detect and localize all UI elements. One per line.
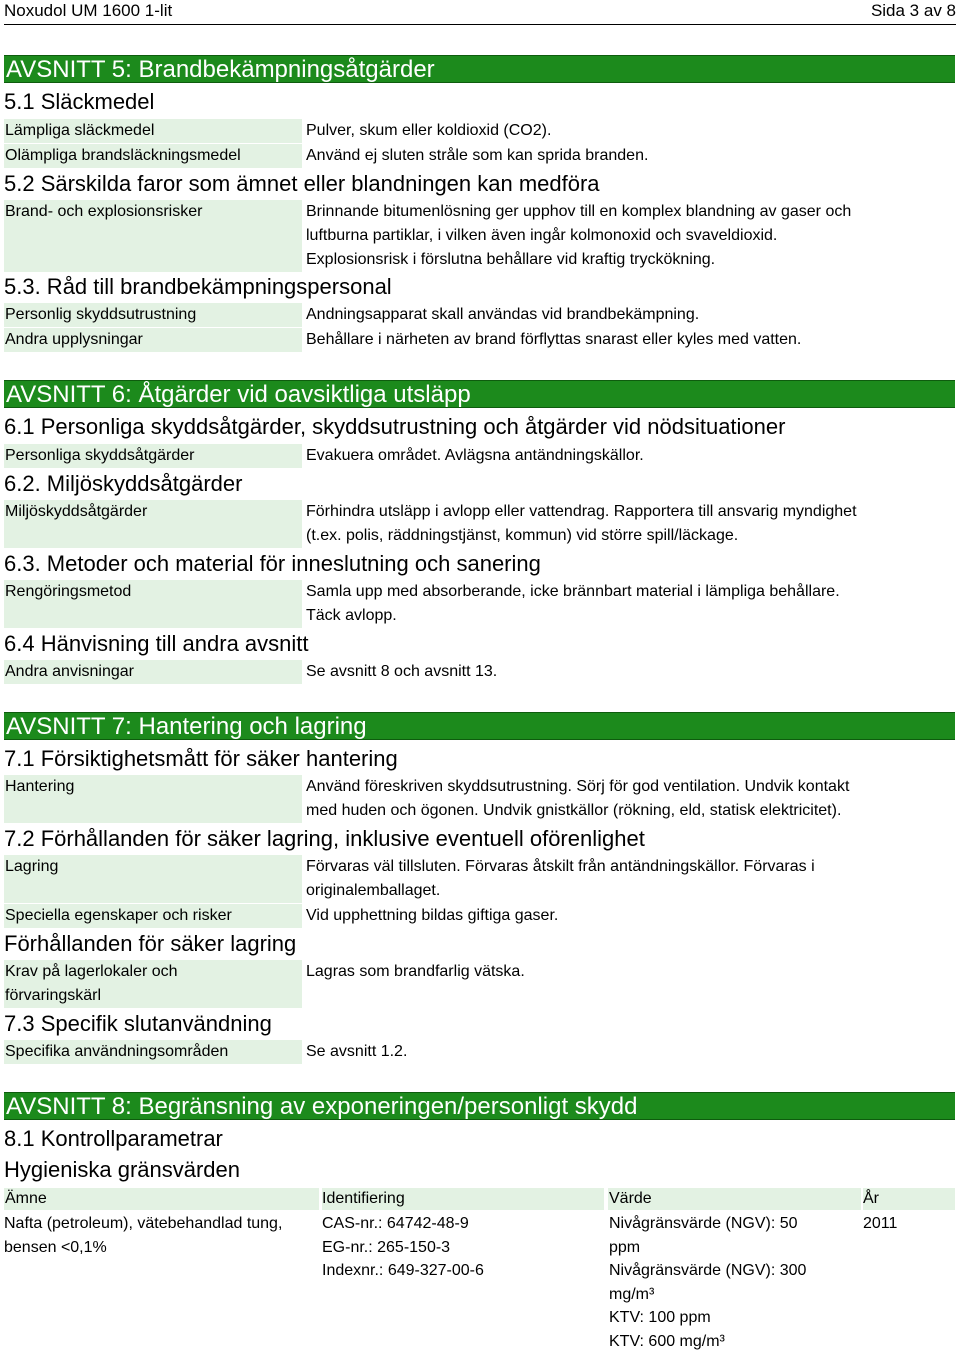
table-header-varde: Värde [608, 1188, 861, 1210]
label-miljoskyddsatgarder: Miljöskyddsåtgärder [4, 500, 302, 548]
value-rengoringsmetod: Samla upp med absorberande, icke brännbart material i lämpliga behållare. Täck avlopp. [306, 583, 840, 624]
heading-7-3: 7.3 Specifik slutanvändning [4, 1011, 272, 1036]
table-header-ar: År [863, 1188, 955, 1210]
table-cell-varde: Nivågränsvärde (NGV): 50 ppm Nivågränsvärde (NGV): 300 mg/m³ KTV: 100 ppm KTV: 600 mg/m³ [609, 1215, 807, 1350]
value-olampliga-slackmedel: Använd ej sluten stråle som kan sprida branden. [306, 147, 649, 164]
heading-5-1: 5.1 Släckmedel [4, 89, 155, 114]
label-andra-upplysningar: Andra upplysningar [4, 328, 302, 352]
table-cell-amne: Nafta (petroleum), vätebehandlad tung, bensen <0,1% [4, 1215, 283, 1256]
value-personliga-skyddsatgarder: Evakuera området. Avlägsna antändningskällor. [306, 447, 644, 464]
section-8-title: AVSNITT 8: Begränsning av exponeringen/personligt skydd [4, 1092, 955, 1120]
document-title: Noxudol UM 1600 1-lit [4, 1, 173, 20]
heading-6-1: 6.1 Personliga skyddsåtgärder, skyddsutrustning och åtgärder vid nödsituationer [4, 414, 786, 439]
table-header-identifiering: Identifiering [322, 1188, 604, 1210]
heading-6-2: 6.2. Miljöskyddsåtgärder [4, 471, 243, 496]
value-hantering: Använd föreskriven skyddsutrustning. Sörj för god ventilation. Undvik kontakt med huden och ögonen. Undvik gnistkällor (rökning, eld, statisk elektricitet). [306, 778, 850, 819]
label-olampliga-slackmedel: Olämpliga brandsläckningsmedel [4, 144, 302, 168]
section-5-title: AVSNITT 5: Brandbekämpningsåtgärder [4, 55, 955, 83]
table-cell-ar: 2011 [863, 1215, 898, 1232]
section-6-title: AVSNITT 6: Åtgärder vid oavsiktliga utsläpp [4, 380, 955, 408]
label-hantering: Hantering [4, 775, 302, 823]
value-speciella-egenskaper: Vid upphettning bildas giftiga gaser. [306, 907, 559, 924]
heading-5-2: 5.2 Särskilda faror som ämnet eller blandningen kan medföra [4, 171, 600, 196]
label-personlig-skyddsutrustning: Personlig skyddsutrustning [4, 303, 302, 327]
value-andra-anvisningar: Se avsnitt 8 och avsnitt 13. [306, 663, 498, 680]
label-lampliga-slackmedel: Lämpliga släckmedel [4, 119, 302, 143]
value-brand-explosionsrisker: Brinnande bitumenlösning ger upphov till en komplex blandning av gaser och luftburna partiklar, i vilken även ingår kolmonoxid och svaveldioxid. Explosionsrisk i förslutna behållare vid kraftig tryckökning. [306, 203, 852, 268]
heading-7-2: 7.2 Förhållanden för säker lagring, inklusive eventuell oförenlighet [4, 826, 645, 851]
table-header-amne: Ämne [4, 1188, 319, 1210]
heading-hygieniska-gransvarden: Hygieniska gränsvärden [4, 1157, 241, 1182]
value-lampliga-slackmedel: Pulver, skum eller koldioxid (CO2). [306, 122, 552, 139]
value-krav-lagerlokaler: Lagras som brandfarlig vätska. [306, 963, 525, 980]
table-cell-identifiering: CAS-nr.: 64742-48-9 EG-nr.: 265-150-3 Indexnr.: 649-327-00-6 [322, 1215, 484, 1279]
value-lagring: Förvaras väl tillsluten. Förvaras åtskilt från antändningskällor. Förvaras i originalemballaget. [306, 858, 815, 899]
label-andra-anvisningar: Andra anvisningar [4, 660, 302, 684]
label-brand-explosionsrisker: Brand- och explosionsrisker [4, 200, 302, 272]
heading-sakerlagring: Förhållanden för säker lagring [4, 931, 297, 956]
section-7-title: AVSNITT 7: Hantering och lagring [4, 712, 955, 740]
label-personliga-skyddsatgarder: Personliga skyddsåtgärder [4, 444, 302, 468]
value-miljoskyddsatgarder: Förhindra utsläpp i avlopp eller vattendrag. Rapportera till ansvarig myndighet (t.ex. polis, räddningstjänst, kommun) vid större spill/läckage. [306, 503, 857, 544]
label-lagring: Lagring [4, 855, 302, 903]
label-krav-lagerlokaler: Krav på lagerlokaler och förvaringskärl [4, 960, 302, 1008]
value-andra-upplysningar: Behållare i närheten av brand förflyttas snarast eller kyles med vatten. [306, 331, 802, 348]
label-speciella-egenskaper: Speciella egenskaper och risker [4, 904, 302, 928]
heading-8-1: 8.1 Kontrollparametrar [4, 1126, 223, 1151]
label-rengoringsmetod: Rengöringsmetod [4, 580, 302, 628]
label-specifika-anvandningsomraden: Specifika användningsområden [4, 1040, 302, 1064]
heading-7-1: 7.1 Försiktighetsmått för säker hantering [4, 746, 398, 771]
heading-6-4: 6.4 Hänvisning till andra avsnitt [4, 631, 309, 656]
heading-6-3: 6.3. Metoder och material för inneslutning och sanering [4, 551, 541, 576]
value-personlig-skyddsutrustning: Andningsapparat skall användas vid brandbekämpning. [306, 306, 700, 323]
page-number: Sida 3 av 8 [870, 1, 956, 20]
page-header [4, 0, 956, 25]
heading-5-3: 5.3. Råd till brandbekämpningspersonal [4, 274, 392, 299]
value-specifika-anvandningsomraden: Se avsnitt 1.2. [306, 1043, 408, 1060]
